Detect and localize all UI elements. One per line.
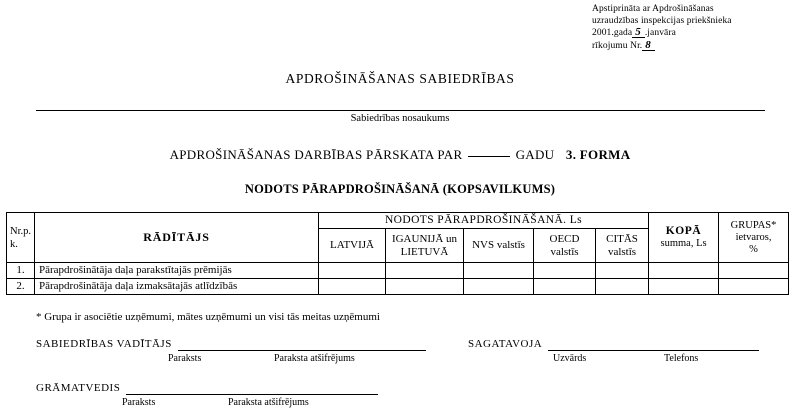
- cell-cis[interactable]: [464, 263, 534, 279]
- approval-order-number: 8: [642, 40, 655, 51]
- table-row: [7, 263, 789, 279]
- approval-line-3: [592, 27, 797, 39]
- header-group-share: [719, 213, 789, 263]
- signature-caption-surname: Uzvārds: [553, 353, 587, 364]
- report-prefix-label: APDROŠINĀŠANAS DARBĪBAS PĀRSKATA PAR: [169, 147, 463, 162]
- signature-row-director: [36, 338, 426, 351]
- signature-caption-signature: Paraksts: [168, 353, 202, 364]
- header-group-share-line1: GRUPAS*: [730, 219, 777, 231]
- reinsurance-summary-table: [6, 212, 789, 295]
- header-col-cis: NVS valstīs: [464, 229, 534, 263]
- table-header-group-row: [7, 213, 789, 229]
- signature-block-accountant: [36, 382, 378, 409]
- header-row-number: [7, 213, 35, 263]
- report-suffix-label: GADU: [515, 147, 555, 162]
- header-col-other: [596, 229, 649, 263]
- header-group-share-line3: %: [749, 243, 758, 255]
- cell-latvia[interactable]: [319, 263, 386, 279]
- header-col-oecd-line1: OECD: [549, 233, 580, 245]
- header-col-oecd: [534, 229, 596, 263]
- cell-total[interactable]: [649, 263, 719, 279]
- header-col-estonia-lithuania-line2: LIETUVĀ: [400, 245, 449, 258]
- report-period-line: [0, 146, 800, 163]
- header-indicator: RĀDĪTĀJS: [35, 213, 319, 263]
- signature-field-accountant[interactable]: [126, 384, 378, 395]
- approval-line-2: uzraudzības inspekcijas priekšnieka: [592, 16, 732, 27]
- header-col-oecd-line2: valstīs: [550, 245, 579, 258]
- row-number: 1.: [7, 263, 35, 279]
- signature-captions-accountant: [36, 395, 378, 409]
- approval-line-4: [592, 40, 797, 52]
- cell-total[interactable]: [649, 279, 719, 295]
- signature-caption-transcript: Paraksta atšifrējums: [274, 353, 355, 364]
- row-label: Pārapdrošinātāja daļa izmaksātajās atlīdzībās: [35, 279, 319, 295]
- report-year-field[interactable]: [468, 146, 510, 157]
- header-total: [649, 213, 719, 263]
- cell-other[interactable]: [596, 279, 649, 295]
- row-number: 2.: [7, 279, 35, 295]
- signature-label-director: SABIEDRĪBAS VADĪTĀJS: [36, 338, 172, 350]
- signature-block-director: [36, 338, 426, 365]
- company-heading: APDROŠINĀŠANAS SABIEDRĪBAS: [285, 71, 515, 86]
- approval-stamp-block: [592, 3, 797, 52]
- form-number-label: 3. FORMA: [565, 147, 631, 162]
- signature-captions-preparer: [468, 351, 759, 365]
- signature-captions-director: [36, 351, 426, 365]
- cell-oecd[interactable]: [534, 263, 596, 279]
- footnote-group-definition: * Grupa ir asociētie uzņēmumi, mātes uzņēmumi un visi tās meitas uzņēmumi: [36, 311, 380, 323]
- signature-label-accountant: GRĀMATVEDIS: [36, 382, 121, 394]
- cell-estonia-lithuania[interactable]: [386, 263, 464, 279]
- page-title: NODOTS PĀRAPDROŠINĀŠANĀ (KOPSAVILKUMS): [244, 182, 556, 196]
- header-group-share-line2: ietvaros,: [735, 231, 772, 243]
- header-total-line2: summa, Ls: [660, 238, 707, 249]
- cell-cis[interactable]: [464, 279, 534, 295]
- approval-order-prefix: rīkojumu Nr.: [592, 40, 643, 51]
- cell-group-share[interactable]: [719, 263, 789, 279]
- company-name-caption: Sabiedrības nosaukums: [350, 113, 450, 124]
- header-col-other-line1: CITĀS: [606, 233, 638, 245]
- header-ceded-group: NODOTS PĀRAPDROŠINĀŠANĀ. Ls: [319, 213, 649, 229]
- cell-estonia-lithuania[interactable]: [386, 279, 464, 295]
- approval-date-suffix: .janvāra: [644, 28, 676, 39]
- signature-row-preparer: [468, 338, 759, 351]
- header-row-number-line2: k.: [10, 238, 18, 250]
- header-total-line1: KOPĀ: [665, 224, 702, 237]
- approval-day-value: 5: [632, 27, 645, 38]
- signature-field-director[interactable]: [178, 340, 426, 351]
- cell-oecd[interactable]: [534, 279, 596, 295]
- table-row: [7, 279, 789, 295]
- signature-block-preparer: [468, 338, 759, 365]
- cell-group-share[interactable]: [719, 279, 789, 295]
- cell-other[interactable]: [596, 263, 649, 279]
- row-label: Pārapdrošinātāja daļa parakstītajās prēmijās: [35, 263, 319, 279]
- signature-caption-transcript: Paraksta atšifrējums: [228, 397, 309, 408]
- signature-field-preparer[interactable]: [548, 340, 759, 351]
- company-name-rule: [36, 110, 765, 111]
- header-col-estonia-lithuania: [386, 229, 464, 263]
- signature-caption-signature: Paraksts: [122, 397, 156, 408]
- signature-caption-phone: Telefons: [664, 353, 699, 364]
- approval-line-1: Apstiprināta ar Apdrošināšanas: [592, 4, 714, 14]
- header-col-other-line2: valstīs: [607, 245, 637, 258]
- cell-latvia[interactable]: [319, 279, 386, 295]
- signature-label-preparer: SAGATAVOJA: [468, 338, 543, 350]
- approval-date-prefix: 2001.gada: [592, 28, 633, 39]
- header-row-number-line1: Nr.p.: [10, 225, 31, 237]
- header-col-estonia-lithuania-line1: IGAUNIJĀ un: [391, 233, 458, 245]
- header-col-latvia: LATVIJĀ: [319, 229, 386, 263]
- signature-row-accountant: [36, 382, 378, 395]
